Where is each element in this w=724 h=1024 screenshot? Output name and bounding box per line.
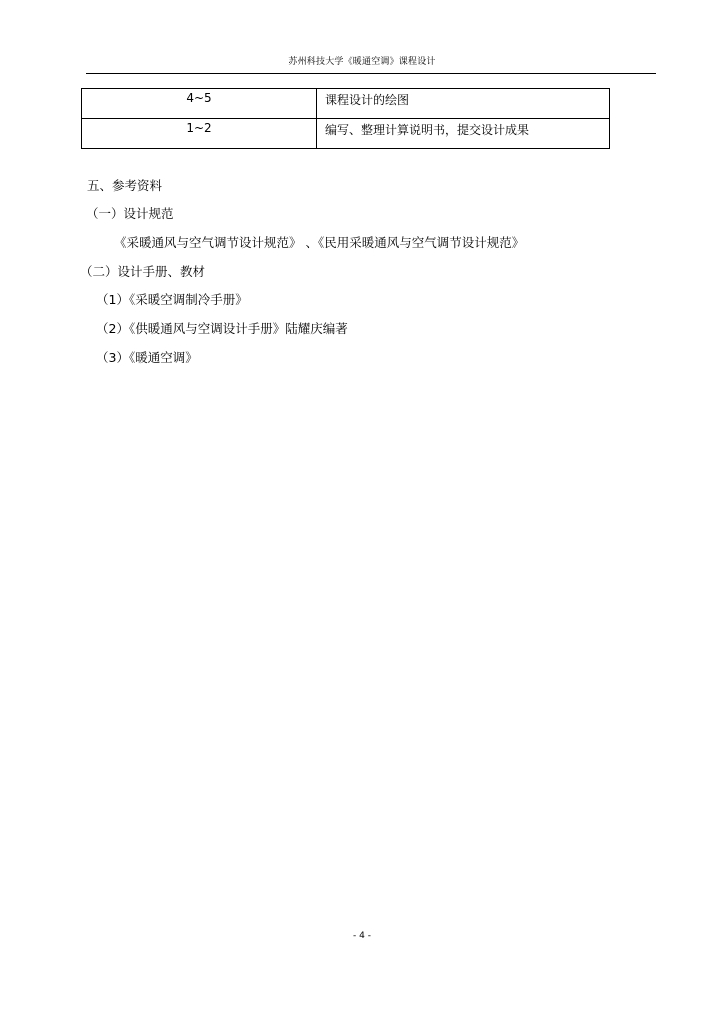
subsection-title-codes: （一）设计规范 bbox=[86, 206, 174, 221]
list-item: （3）《暖通空调》 bbox=[96, 350, 198, 365]
codes-text: 《采暖通风与空气调节设计规范》 、《民用采暖通风与空气调节设计规范》 bbox=[114, 235, 525, 250]
table-cell-days: 4~5 bbox=[82, 89, 317, 119]
list-item: （2）《供暖通风与空调设计手册》陆耀庆编著 bbox=[96, 321, 348, 336]
page-number: - 4 - bbox=[353, 931, 371, 941]
section-heading-references: 五、参考资料 bbox=[87, 178, 163, 193]
table-cell-task: 编写、整理计算说明书，提交设计成果 bbox=[317, 119, 610, 149]
table-cell-days: 1~2 bbox=[82, 119, 317, 149]
page-header-title: 苏州科技大学《暖通空调》课程设计 bbox=[288, 57, 436, 67]
subsection-title-manuals: （二）设计手册、教材 bbox=[80, 264, 206, 279]
list-item: （1）《采暖空调制冷手册》 bbox=[96, 292, 248, 307]
schedule-table bbox=[81, 88, 610, 149]
header-divider bbox=[86, 73, 656, 74]
table-row bbox=[82, 119, 610, 149]
table-row bbox=[82, 89, 610, 119]
table-cell-task: 课程设计的绘图 bbox=[317, 89, 610, 119]
